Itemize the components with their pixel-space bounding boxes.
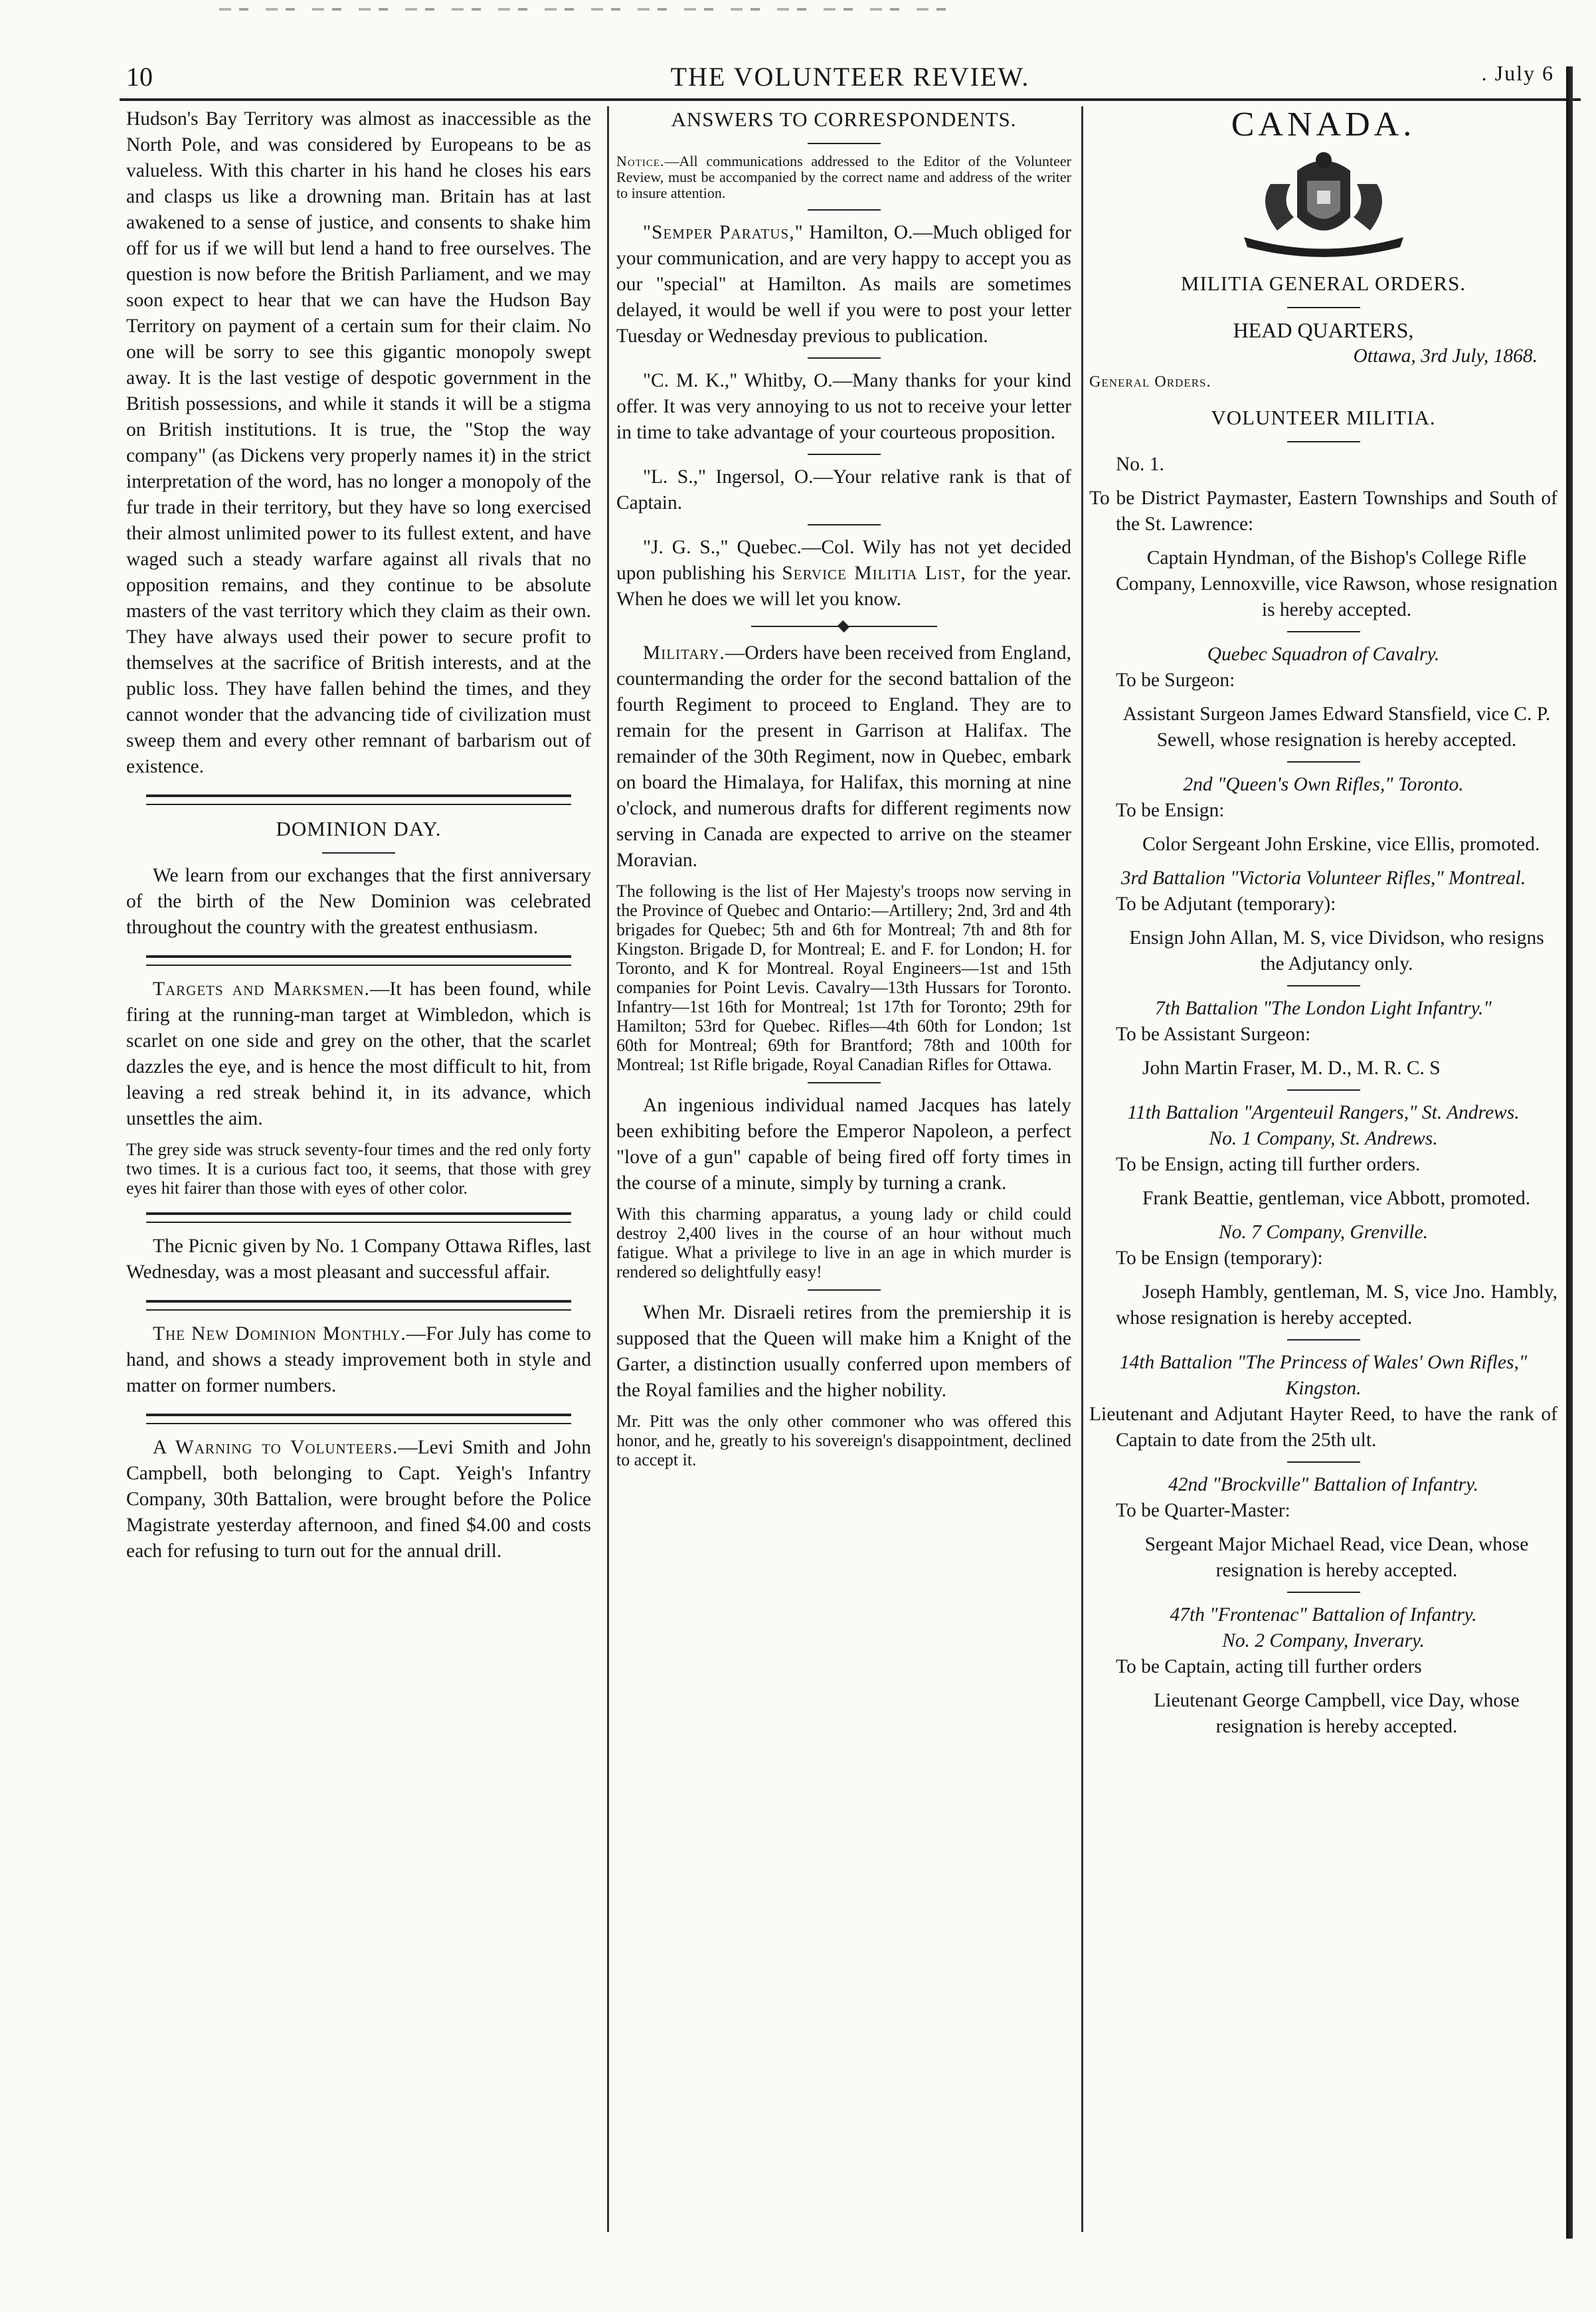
- victoria-volunteer-rifles: 3rd Battalion "Victoria Volunteer Rifles," Montreal.: [1120, 868, 1526, 889]
- disraeli-small: Mr. Pitt was the only other commoner who was offered this honor, and he, greatly to his sovereign's disappointment, declined to accept it.: [616, 1412, 1071, 1469]
- short-rule: [1287, 631, 1360, 632]
- jacques-small: With this charming apparatus, a young lady or child could destroy 2,400 lives in the course of an hour without much fatigue. What a privilege to live in an age in which murder is rendered so delightfully easy!: [616, 1204, 1071, 1281]
- answers-heading: ANSWERS TO CORRESPONDENTS.: [671, 108, 1017, 131]
- header-rule: [120, 98, 1581, 101]
- short-rule: [808, 1289, 881, 1291]
- short-rule: [808, 357, 881, 359]
- jgs-text-b: for the year. When he does we will let you know.: [616, 563, 1071, 610]
- double-rule: [146, 955, 571, 966]
- argenteuil-rangers: 11th Battalion "Argenteuil Rangers," St. Andrews.: [1127, 1102, 1520, 1123]
- jacques-article: An ingenious individual named Jacques has lately been exhibiting before the Emperor Napoleon, a perfect "love of a gun" capable of being fired off forty times in the course of a minute, simply by turning a crank.: [616, 1095, 1071, 1194]
- short-rule: [808, 1082, 881, 1083]
- head-quarters: HEAD QUARTERS,: [1233, 318, 1414, 342]
- short-rule: [1287, 1339, 1360, 1341]
- military-lead: Military.: [643, 642, 725, 664]
- to-be-quarter-master: To be Quarter-Master:: [1116, 1500, 1290, 1521]
- erskine-entry: Color Sergeant John Erskine, vice Ellis, promoted.: [1142, 834, 1540, 855]
- queens-own-rifles: 2nd "Queen's Own Rifles," Toronto.: [1183, 774, 1464, 795]
- stansfield-entry: Assistant Surgeon James Edward Stansfield, vice C. P. Sewell, whose resignation is hereby accepted.: [1122, 703, 1551, 751]
- semper-lead: "Semper Paratus,": [643, 222, 804, 243]
- semper-paratus-reply: [616, 220, 1071, 349]
- picnic-article: The Picnic given by No. 1 Company Ottawa Rifles, last Wednesday, was a most pleasant and successful affair.: [126, 1236, 591, 1283]
- warning-lead: A Warning to Volunteers.: [153, 1437, 399, 1458]
- cmk-reply: "C. M. K.," Whitby, O.—Many thanks for your kind offer. It was very annoying to us not to receive your letter in time to take advantage of your courteous proposition.: [616, 370, 1071, 443]
- masthead-title: THE VOLUNTEER REVIEW.: [670, 62, 1030, 92]
- orders-date: Ottawa, 3rd July, 1868.: [1353, 345, 1538, 367]
- notice-body: —All communications addressed to the Editor of the Volunteer Review, must be accompanied by the correct name and address of the writer to insure attention.: [616, 153, 1071, 201]
- double-rule: [146, 1300, 571, 1311]
- troops-list: The following is the list of Her Majesty's troops now serving in the Province of Quebec and Ontario:—Artillery; 2nd, 3rd and 4th brigades for Quebec; 5th and 6th for Montreal; 7th and 8th for Kingston. Brigade D, for Montreal; E. and F. for London; H. for Toronto, and K for Montreal. Royal Engineers—1st and 15th companies for Point Levis. Cavalry—13th Hussars for Toronto. Infantry—1st 16th for Montreal; 1st 17th for Toronto; 29th for Hamilton; 53rd for Quebec. Rifles—4th 60th for London; 1st 60th for Montreal; 69th for Brantford; 78th and 100th for Montreal; 1st Rifle brigade, Royal Canadian Rifles for Ottawa.: [616, 881, 1071, 1074]
- short-rule: [1287, 441, 1360, 442]
- column-divider-2: [1081, 106, 1083, 2232]
- page-number: 10: [126, 62, 153, 92]
- quebec-squadron: Quebec Squadron of Cavalry.: [1207, 644, 1440, 665]
- coat-of-arms-icon: [1217, 144, 1430, 257]
- disraeli-article: When Mr. Disraeli retires from the premiership it is supposed that the Queen will make him a Knight of the Garter, a distinction usually conferred upon members of the Royal families and the higher nobility.: [616, 1302, 1071, 1401]
- jgs-list-title: Service Militia List,: [782, 563, 966, 584]
- column-divider-1: [607, 106, 609, 2232]
- frontenac-battalion: 47th "Frontenac" Battalion of Infantry.: [1170, 1604, 1477, 1625]
- semper-body: Hamilton, O.—Much obliged for your communication, and are very happy to accept you as our "special" at Hamilton. As mails are sometimes delayed, it would be well if you were to post your letter Tuesday or Wednesday previous to publication.: [616, 222, 1071, 347]
- short-rule: [808, 524, 881, 525]
- ls-reply: "L. S.," Ingersol, O.—Your relative rank is that of Captain.: [616, 466, 1071, 513]
- column-3: [1089, 106, 1557, 1748]
- short-rule: [1287, 1592, 1360, 1593]
- princess-of-wales-rifles: 14th Battalion "The Princess of Wales' Own Rifles," Kingston.: [1119, 1352, 1528, 1399]
- jgs-text-a: "J. G. S.," Quebec.—Col. Wily has not yet decided upon publishing his: [616, 537, 1071, 584]
- to-be-assistant-surgeon: To be Assistant Surgeon:: [1116, 1024, 1311, 1045]
- order-number: No. 1.: [1116, 454, 1164, 475]
- no2-company: No. 2 Company, Inverary.: [1222, 1630, 1425, 1651]
- michael-read-entry: Sergeant Major Michael Read, vice Dean, whose resignation is hereby accepted.: [1144, 1534, 1529, 1581]
- general-orders-label: General Orders.: [1089, 373, 1211, 391]
- page-header: [126, 61, 1574, 104]
- short-rule: [808, 209, 881, 211]
- military-article: [616, 640, 1071, 874]
- notice-lead: Notice.: [616, 153, 665, 169]
- short-rule: [1287, 761, 1360, 763]
- targets-lead: Targets and Marksmen.: [153, 978, 370, 1000]
- fraser-entry: John Martin Fraser, M. D., M. R. C. S: [1142, 1058, 1441, 1079]
- short-rule: [1287, 307, 1360, 308]
- militia-general-orders-heading: MILITIA GENERAL ORDERS.: [1180, 272, 1466, 295]
- notice: [616, 153, 1071, 201]
- double-rule: [146, 1212, 571, 1223]
- warning-article: [126, 1435, 591, 1564]
- jgs-reply: [616, 535, 1071, 612]
- paymaster-line: To be District Paymaster, Eastern Townships and South of the St. Lawrence:: [1089, 488, 1557, 535]
- no1-company: No. 1 Company, St. Andrews.: [1209, 1128, 1438, 1149]
- dominion-day-article: We learn from our exchanges that the first anniversary of the birth of the New Dominion was celebrated throughout the country with the greatest enthusiasm.: [126, 865, 591, 938]
- ornament-rule: [751, 622, 937, 631]
- to-be-captain: To be Captain, acting till further orders: [1116, 1656, 1422, 1677]
- monthly-body: —For July has come to hand, and shows a steady improvement both in style and matter on former numbers.: [126, 1323, 591, 1396]
- issue-date: . July 6: [1481, 61, 1554, 85]
- hyndman-entry: Captain Hyndman, of the Bishop's College Rifle Company, Lennoxville, vice Rawson, whose resignation is hereby accepted.: [1116, 547, 1557, 620]
- brockville-battalion: 42nd "Brockville" Battalion of Infantry.: [1168, 1474, 1478, 1495]
- targets-body: —It has been found, while firing at the running-man target at Wimbledon, which is scarlet on one side and grey on the other, that the scarlet dazzles the eye, and is hence the most difficult to hit, from leaving a red streak behind it, in its advance, which unsettles the aim.: [126, 978, 591, 1129]
- monthly-lead: The New Dominion Monthly.: [153, 1323, 406, 1344]
- targets-article: [126, 976, 591, 1132]
- warning-body: —Levi Smith and John Campbell, both belonging to Capt. Yeigh's Infantry Company, 30th Battalion, were brought before the Police Magistrate yesterday afternoon, and fined $4.00 and costs each for refusing to turn out for the annual drill.: [126, 1437, 591, 1562]
- scan-artifact: [219, 8, 950, 11]
- london-light-infantry: 7th Battalion "The London Light Infantry.": [1155, 998, 1492, 1019]
- to-be-surgeon: To be Surgeon:: [1116, 670, 1235, 691]
- dominion-day-heading: DOMINION DAY.: [276, 817, 442, 840]
- short-rule: [1287, 1089, 1360, 1091]
- hudson-bay-article: Hudson's Bay Territory was almost as inaccessible as the North Pole, and was considered by Europeans to be as valueless. With this charter in his hand he closes his ears and clasps us like a drowning man. Britain has at last awakened to a sense of justice, and consents to shake him off for us if we will but lend a hand to free ourselves. The question is now before the British Parliament, and we may soon expect to hear that we can have the Hudson Bay Territory on payment of a certain sum for their claim. No one will be sorry to see this gigantic monopoly swept away. It is the last vestige of despotic government in the British possessions, and while it stands it will be a stigma on British institutions. It is true, the "Stop the way company" (as Dickens very properly names it) in the strict interpretation of the word, has no longer a monopoly of the fur trade in their territory, but they have so long exercised their almost unlimited power to its fullest extent, and have waged such a steady warfare against all rivals that no opposition remains, and they continue to be absolute masters of the vast territory which they claim as their own. They have always used their power to secure profit to themselves at the sacrifice of British interests, and at the public loss. They have fallen behind the times, and they cannot wonder that the advancing tide of civilization must sweep them and every other remnant of barbarism out of existence.: [126, 108, 591, 777]
- campbell-entry: Lieutenant George Campbell, vice Day, whose resignation is hereby accepted.: [1154, 1690, 1520, 1737]
- volunteer-militia-heading: VOLUNTEER MILITIA.: [1211, 406, 1436, 429]
- to-be-adjutant: To be Adjutant (temporary):: [1116, 893, 1336, 915]
- hayter-reed-entry: Lieutenant and Adjutant Hayter Reed, to have the rank of Captain to date from the 25th ult.: [1089, 1404, 1557, 1451]
- short-rule: [1287, 985, 1360, 986]
- no7-company: No. 7 Company, Grenville.: [1218, 1222, 1429, 1243]
- canada-heading: CANADA.: [1231, 106, 1416, 143]
- allan-entry: Ensign John Allan, M. S, vice Dividson, who resigns the Adjutancy only.: [1129, 927, 1544, 974]
- targets-small: The grey side was struck seventy-four times and the red only forty two times. It is a curious fact too, it seems, that those with grey eyes hit fairer than those with eyes of other color.: [126, 1140, 591, 1198]
- monthly-article: [126, 1321, 591, 1399]
- short-rule: [322, 852, 395, 854]
- column-2: [616, 106, 1071, 1477]
- short-rule: [808, 454, 881, 455]
- to-be-ensign-temporary: To be Ensign (temporary):: [1116, 1248, 1323, 1269]
- hambly-entry: Joseph Hambly, gentleman, M. S, vice Jno. Hambly, whose resignation is hereby accepted.: [1116, 1281, 1557, 1329]
- to-be-ensign: To be Ensign:: [1116, 800, 1225, 821]
- short-rule: [1287, 1461, 1360, 1463]
- short-rule: [808, 143, 881, 144]
- column-1: [126, 106, 591, 1572]
- military-body: —Orders have been received from England, countermanding the order for the second battalion of the fourth Regiment to proceed to England. They are to remain for the present in Garrison at Halifax. The remainder of the 30th Regiment, now in Quebec, embark on board the Himalaya, for Halifax, this morning at nine o'clock, and numerous drafts for different regiments now serving in Canada are expected to arrive on the steamer Moravian.: [616, 642, 1071, 871]
- page-edge-bar: [1566, 66, 1573, 2239]
- double-rule: [146, 1414, 571, 1424]
- double-rule: [146, 794, 571, 805]
- beattie-entry: Frank Beattie, gentleman, vice Abbott, promoted.: [1142, 1188, 1531, 1209]
- to-be-ensign-acting: To be Ensign, acting till further orders.: [1116, 1154, 1421, 1175]
